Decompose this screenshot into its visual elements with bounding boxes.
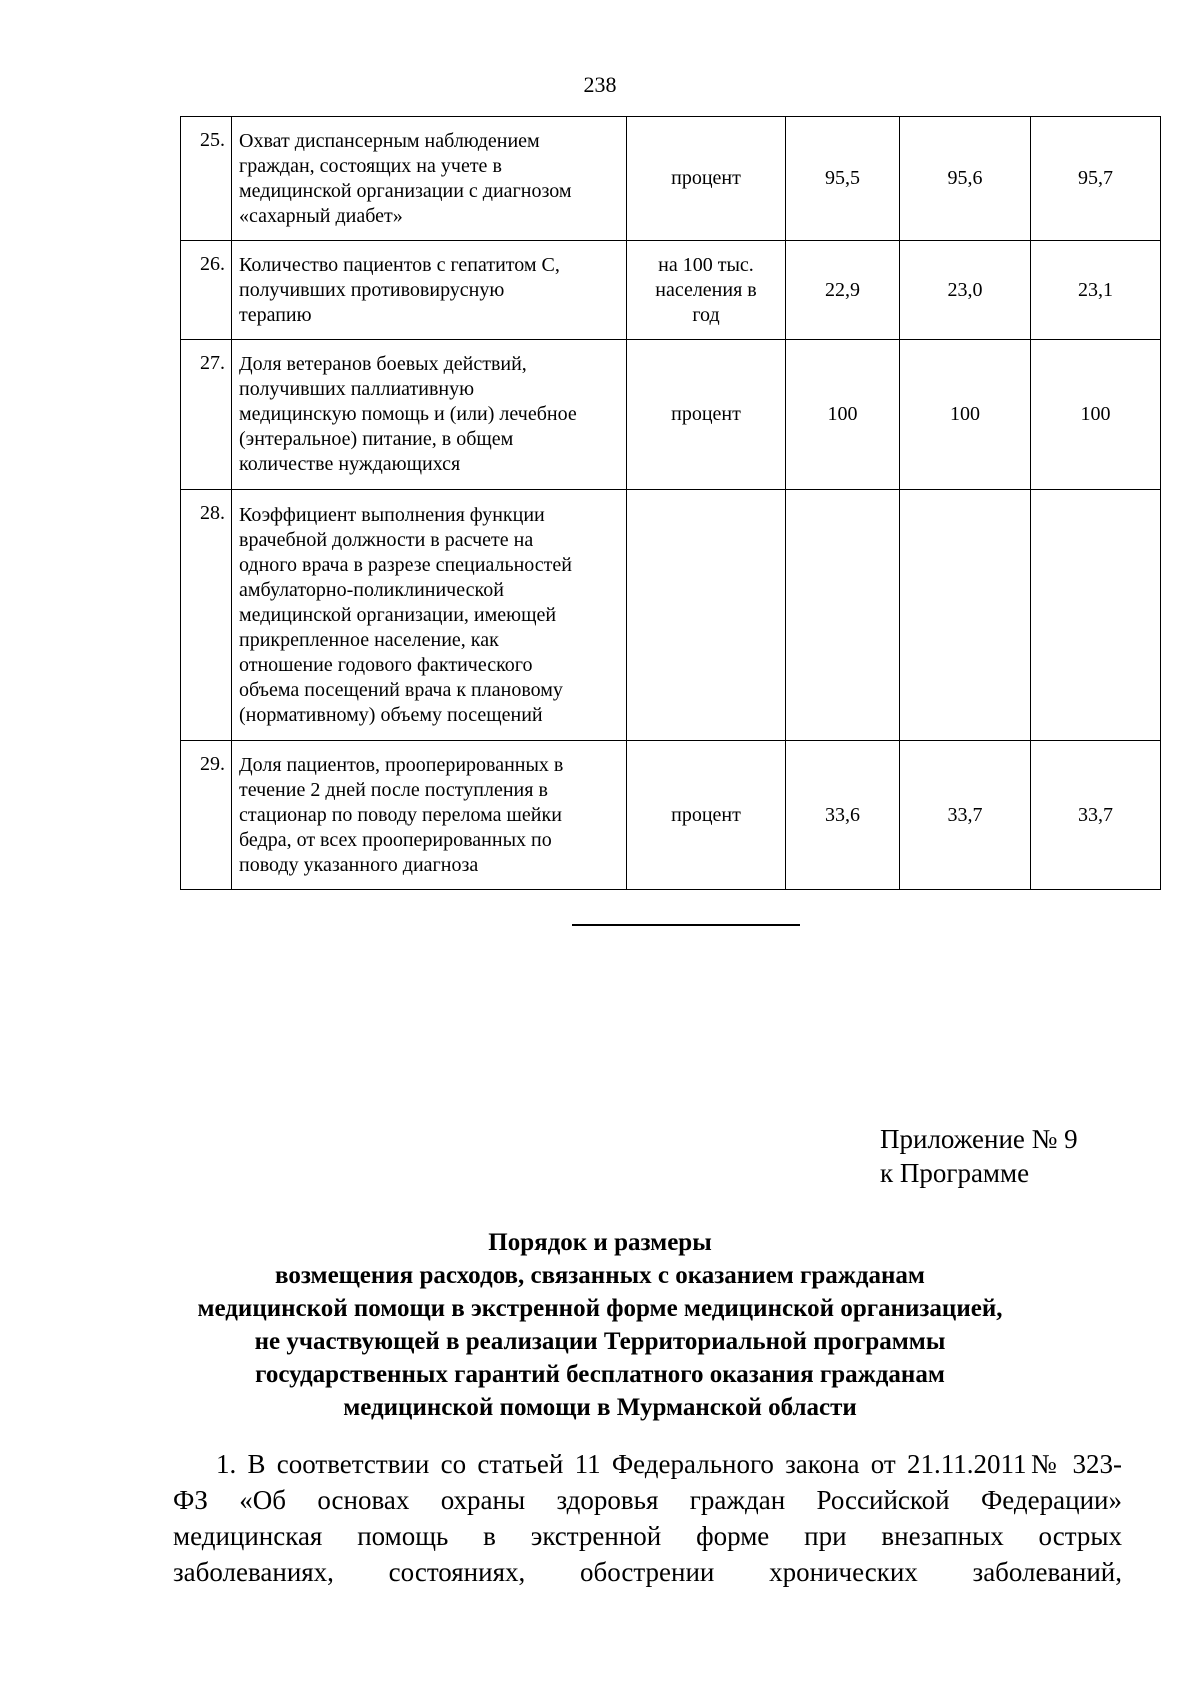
value-cell: 100 bbox=[1031, 340, 1161, 490]
row-number: 25. bbox=[181, 117, 232, 241]
value-cell: 95,7 bbox=[1031, 117, 1161, 241]
row-number: 28. bbox=[181, 490, 232, 741]
value-cell: 23,1 bbox=[1031, 241, 1161, 340]
body-paragraph bbox=[173, 1446, 1122, 1590]
value-cell bbox=[1031, 490, 1161, 741]
appendix-program: к Программе bbox=[880, 1158, 1030, 1188]
value-cell: 100 bbox=[900, 340, 1031, 490]
table-row bbox=[181, 241, 1161, 340]
indicator-name: Охват диспансерным наблюдением граждан, состоящих на учете в медицинской организации с диагнозом «сахарный диабет» bbox=[232, 117, 627, 241]
body-line: ФЗ «Об основах охраны здоровья граждан Российской Федерации» bbox=[173, 1485, 1122, 1515]
value-cell: 33,7 bbox=[1031, 741, 1161, 890]
row-number: 27. bbox=[181, 340, 232, 490]
body-line: медицинская помощь в экстренной форме при внезапных острых bbox=[173, 1521, 1122, 1551]
unit-cell bbox=[627, 490, 786, 741]
value-cell: 100 bbox=[786, 340, 900, 490]
title-line: медицинской помощи в экстренной форме медицинской организацией, bbox=[197, 1295, 1003, 1322]
value-cell: 33,7 bbox=[900, 741, 1031, 890]
value-cell: 95,5 bbox=[786, 117, 900, 241]
title-line: возмещения расходов, связанных с оказанием гражданам bbox=[275, 1262, 925, 1289]
title-line: государственных гарантий бесплатного оказания гражданам bbox=[255, 1361, 945, 1388]
indicator-name: Коэффициент выполнения функции врачебной должности в расчете на одного врача в разрезе специальностей амбулаторно-поликлинической медицинской организации, имеющей прикрепленное население, как отношение годового фактического объема посещений врача к плановому (нормативному) объему посещений bbox=[232, 490, 627, 741]
table-row bbox=[181, 741, 1161, 890]
value-cell: 95,6 bbox=[900, 117, 1031, 241]
value-cell: 22,9 bbox=[786, 241, 900, 340]
table-row bbox=[181, 490, 1161, 741]
indicator-name: Доля ветеранов боевых действий, получивших паллиативную медицинскую помощь и (или) лечебное (энтеральное) питание, в общем количестве нуждающихся bbox=[232, 340, 627, 490]
title-line: не участвующей в реализации Территориальной программы bbox=[254, 1328, 946, 1355]
indicator-name: Доля пациентов, прооперированных в течение 2 дней после поступления в стационар по поводу перелома шейки бедра, от всех прооперированных по поводу указанного диагноза bbox=[232, 741, 627, 890]
page-number: 238 bbox=[583, 72, 617, 97]
title-line: медицинской помощи в Мурманской области bbox=[343, 1394, 857, 1421]
body-line: заболеваниях, состояниях, обострении хронических заболеваний, bbox=[173, 1557, 1122, 1587]
indicator-name: Количество пациентов с гепатитом С, получивших противовирусную терапию bbox=[232, 241, 627, 340]
unit-cell: на 100 тыс. населения в год bbox=[627, 241, 786, 340]
row-number: 29. bbox=[181, 741, 232, 890]
separator-line bbox=[572, 924, 800, 926]
title-line: Порядок и размеры bbox=[488, 1229, 712, 1256]
unit-cell: процент bbox=[627, 117, 786, 241]
value-cell: 23,0 bbox=[900, 241, 1031, 340]
appendix-label bbox=[880, 1122, 1078, 1190]
value-cell bbox=[786, 490, 900, 741]
unit-cell: процент bbox=[627, 340, 786, 490]
document-title bbox=[0, 1226, 1200, 1424]
table-row bbox=[181, 340, 1161, 490]
appendix-number: Приложение № 9 bbox=[880, 1124, 1078, 1154]
unit-cell: процент bbox=[627, 741, 786, 890]
row-number: 26. bbox=[181, 241, 232, 340]
table-row bbox=[181, 117, 1161, 241]
value-cell: 33,6 bbox=[786, 741, 900, 890]
body-line: 1. В соответствии со статьей 11 Федерального закона от 21.11.2011№ 323- bbox=[216, 1449, 1122, 1479]
indicators-table bbox=[180, 116, 1161, 890]
value-cell bbox=[900, 490, 1031, 741]
